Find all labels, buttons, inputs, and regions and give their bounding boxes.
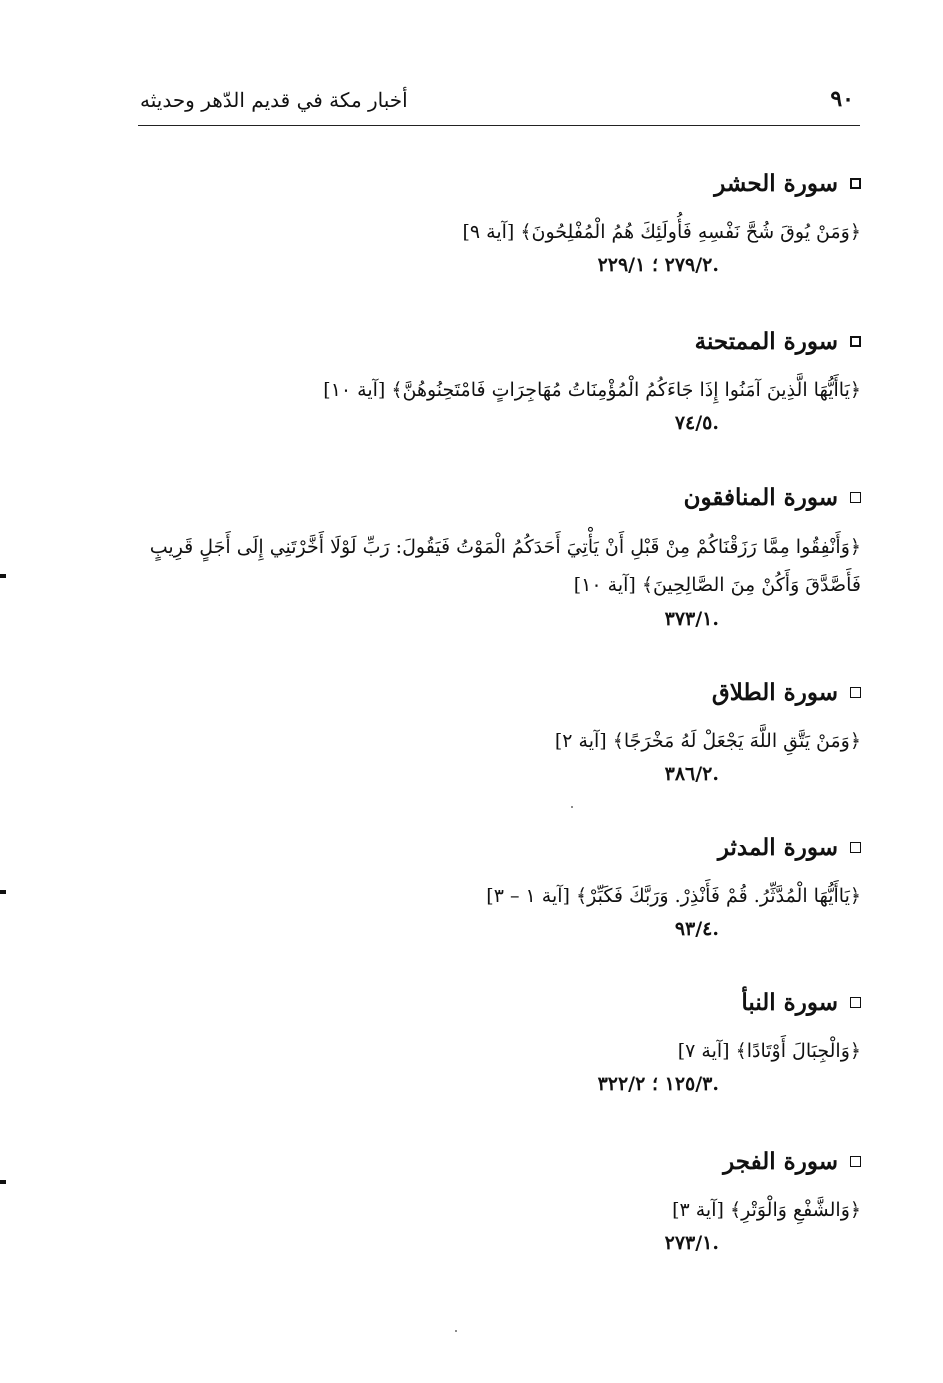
surah-name: سورة الطلاق [711,678,838,706]
scan-edge-mark [0,574,6,578]
reference-list: .٣٨٦/٢ [664,763,719,785]
surah-heading [136,985,861,1019]
square-bullet-icon [850,492,861,503]
square-bullet-icon [850,687,861,698]
reference-list: .٧٤/٥ [674,412,719,434]
book-title: أخبار مكة في قديم الدّهر وحديثه [140,88,408,112]
verse-text: ﴿وَالشَّفْعِ وَالْوَتْرِ﴾ [آية ٣] [672,1199,861,1221]
verse-text: ﴿يَاأَيُّهَا الَّذِينَ آمَنُوا إِذَا جَاءَكُمُ الْمُؤْمِنَاتُ مُهَاجِرَاتٍ فَامْتَحِنُوهُنَّ﴾ [آية ١٠] [323,379,861,401]
surah-heading [136,324,861,358]
surah-name: سورة المنافقون [683,483,838,511]
surah-name: سورة المدثر [717,833,838,861]
scan-edge-mark [0,1180,6,1184]
reference-list: .١٢٥/٣ ؛ ٣٢٢/٢ [597,1073,719,1095]
verse-text: ﴿وَمَنْ يَتَّقِ اللَّهَ يَجْعَلْ لَهُ مَخْرَجًا﴾ [آية ٢] [554,730,861,752]
verse-text: ﴿يَاأَيُّهَا الْمُدَّثِّرُ. قُمْ فَأَنْذِرْ. وَرَبَّكَ فَكَبِّرْ﴾ [آية ١ – ٣] [486,885,861,907]
reference-list: .٩٣/٤ [674,918,719,940]
page-number: ٩٠ [830,86,854,112]
surah-heading [136,675,861,709]
square-bullet-icon [850,178,861,189]
surah-section-al-mumtahanah [136,324,861,438]
verse-text: ﴿وَمَنْ يُوقَ شُحَّ نَفْسِهِ فَأُولَئِكَ هُمُ الْمُفْلِحُونَ﴾ [آية ٩] [462,221,861,243]
reference-list: .٣٧٣/١ [664,608,719,630]
surah-heading [136,1144,861,1178]
reference-list: .٢٧٩/٢ ؛ ٢٢٩/١ [597,254,719,276]
verse-text: ﴿وَالْجِبَالَ أَوْتَادًا﴾ [آية ٧] [677,1040,861,1062]
surah-name: سورة الحشر [714,169,838,197]
square-bullet-icon [850,842,861,853]
surah-section-al-muddaththir [136,830,861,944]
running-head [140,86,860,118]
scan-speck [571,806,573,808]
scan-edge-mark [0,890,6,894]
surah-section-al-munafiqun [136,480,861,634]
surah-heading [136,830,861,864]
surah-section-an-naba [136,985,861,1099]
surah-section-al-fajr [136,1144,861,1258]
header-rule [138,125,860,126]
verse-text: ﴿وَأَنْفِقُوا مِمَّا رَزَقْنَاكُمْ مِنْ قَبْلِ أَنْ يَأْتِيَ أَحَدَكُمُ الْمَوْتُ فَيَقُولَ: رَبِّ لَوْلَا أَخَّرْتَنِي إِلَى أَجَلٍ قَرِيبٍ فَأَصَّدَّقَ وَأَكُنْ مِنَ الصَّالِحِينَ﴾ [آية ١٠] [149,536,861,596]
square-bullet-icon [850,1156,861,1167]
surah-name: سورة الممتحنة [694,327,838,355]
surah-name: سورة النبأ [741,988,838,1016]
square-bullet-icon [850,997,861,1008]
reference-list: .٢٧٣/١ [664,1232,719,1254]
scan-speck [455,1330,457,1332]
surah-section-at-talaq [136,675,861,789]
square-bullet-icon [850,336,861,347]
surah-heading [136,480,861,514]
surah-name: سورة الفجر [723,1147,838,1175]
surah-section-al-hashr [136,166,861,280]
surah-heading [136,166,861,200]
